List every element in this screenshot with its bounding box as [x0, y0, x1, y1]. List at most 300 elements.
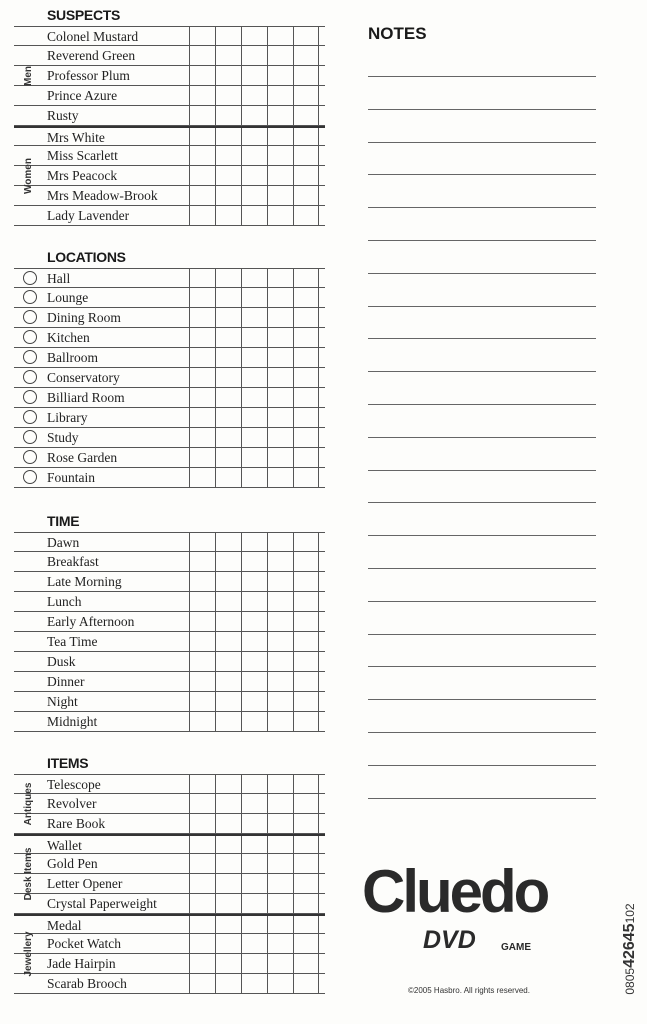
mark-cell[interactable] — [215, 269, 241, 287]
mark-cell[interactable] — [241, 572, 267, 591]
mark-cell[interactable] — [189, 794, 215, 813]
mark-cell[interactable] — [189, 146, 215, 165]
note-line[interactable] — [368, 240, 596, 241]
mark-cell[interactable] — [215, 66, 241, 85]
mark-cell[interactable] — [241, 836, 267, 853]
table-row — [14, 428, 325, 448]
mark-cell[interactable] — [293, 632, 319, 651]
note-line[interactable] — [368, 798, 596, 799]
mark-cells — [189, 652, 319, 671]
mark-cell[interactable] — [293, 974, 319, 993]
mark-cell[interactable] — [267, 27, 293, 45]
table-row — [14, 712, 325, 732]
mark-cell[interactable] — [267, 86, 293, 105]
mark-cell[interactable] — [293, 128, 319, 145]
mark-cell[interactable] — [215, 775, 241, 793]
mark-cell[interactable] — [293, 368, 319, 387]
mark-cell[interactable] — [267, 874, 293, 893]
mark-cell[interactable] — [267, 328, 293, 347]
mark-cell[interactable] — [189, 954, 215, 973]
mark-cell[interactable] — [215, 632, 241, 651]
mark-cells — [189, 775, 319, 793]
note-line[interactable] — [368, 699, 596, 700]
mark-cell[interactable] — [189, 916, 215, 933]
mark-cells — [189, 308, 319, 327]
mark-cell[interactable] — [293, 428, 319, 447]
mark-cell[interactable] — [215, 572, 241, 591]
cluedo-logo: Cluedo — [362, 858, 548, 925]
mark-cell[interactable] — [267, 46, 293, 65]
mark-cell[interactable] — [215, 652, 241, 671]
table-row — [14, 448, 325, 468]
row-label: Lady Lavender — [47, 208, 130, 223]
mark-cell[interactable] — [189, 632, 215, 651]
mark-cell[interactable] — [189, 692, 215, 711]
mark-cell[interactable] — [293, 814, 319, 833]
note-line[interactable] — [368, 470, 596, 471]
mark-cell[interactable] — [241, 66, 267, 85]
mark-cell[interactable] — [241, 632, 267, 651]
mark-cells — [189, 854, 319, 873]
mark-cell[interactable] — [215, 712, 241, 731]
mark-cell[interactable] — [215, 46, 241, 65]
row-label: Jade Hairpin — [47, 956, 116, 971]
mark-cell[interactable] — [215, 408, 241, 427]
mark-cell[interactable] — [241, 288, 267, 307]
note-line[interactable] — [368, 765, 596, 766]
mark-cell[interactable] — [293, 308, 319, 327]
mark-cell[interactable] — [189, 712, 215, 731]
checkbox-circle[interactable] — [23, 290, 37, 304]
table-row — [14, 308, 325, 328]
row-label: Scarab Brooch — [47, 976, 127, 991]
locations-table — [14, 268, 325, 488]
mark-cell[interactable] — [293, 874, 319, 893]
mark-cell[interactable] — [215, 934, 241, 953]
mark-cell[interactable] — [267, 186, 293, 205]
mark-cell[interactable] — [293, 712, 319, 731]
note-line[interactable] — [368, 174, 596, 175]
mark-cell[interactable] — [241, 128, 267, 145]
row-label: Mrs White — [47, 130, 105, 145]
mark-cell[interactable] — [189, 408, 215, 427]
mark-cell[interactable] — [189, 206, 215, 225]
mark-cell[interactable] — [241, 328, 267, 347]
mark-cell[interactable] — [215, 874, 241, 893]
mark-cells — [189, 572, 319, 591]
mark-cell[interactable] — [189, 186, 215, 205]
mark-cell[interactable] — [215, 533, 241, 551]
mark-cell[interactable] — [215, 794, 241, 813]
table-row — [14, 468, 325, 488]
mark-cell[interactable] — [267, 552, 293, 571]
mark-cell[interactable] — [241, 916, 267, 933]
note-line[interactable] — [368, 568, 596, 569]
mark-cell[interactable] — [215, 128, 241, 145]
row-label: Rusty — [47, 108, 79, 123]
note-line[interactable] — [368, 207, 596, 208]
mark-cell[interactable] — [215, 854, 241, 873]
mark-cell[interactable] — [215, 954, 241, 973]
checkbox-circle[interactable] — [23, 390, 37, 404]
mark-cell[interactable] — [293, 692, 319, 711]
mark-cell[interactable] — [241, 269, 267, 287]
mark-cell[interactable] — [189, 388, 215, 407]
row-label: Dining Room — [47, 310, 121, 325]
mark-cell[interactable] — [293, 794, 319, 813]
row-label: Revolver — [47, 796, 97, 811]
mark-cell[interactable] — [267, 106, 293, 125]
mark-cell[interactable] — [189, 348, 215, 367]
mark-cell[interactable] — [241, 712, 267, 731]
mark-cell[interactable] — [293, 894, 319, 913]
mark-cell[interactable] — [189, 328, 215, 347]
table-row — [14, 368, 325, 388]
checkbox-circle[interactable] — [23, 410, 37, 424]
mark-cell[interactable] — [215, 328, 241, 347]
mark-cell[interactable] — [267, 592, 293, 611]
mark-cell[interactable] — [215, 348, 241, 367]
mark-cell[interactable] — [241, 612, 267, 631]
mark-cell[interactable] — [267, 692, 293, 711]
mark-cell[interactable] — [267, 974, 293, 993]
mark-cell[interactable] — [189, 448, 215, 467]
mark-cell[interactable] — [241, 934, 267, 953]
mark-cells — [189, 269, 319, 287]
checkbox-circle[interactable] — [23, 450, 37, 464]
mark-cell[interactable] — [215, 166, 241, 185]
mark-cell[interactable] — [189, 86, 215, 105]
mark-cell[interactable] — [189, 854, 215, 873]
mark-cell[interactable] — [189, 775, 215, 793]
mark-cell[interactable] — [267, 954, 293, 973]
mark-cell[interactable] — [241, 27, 267, 45]
mark-cell[interactable] — [241, 186, 267, 205]
note-line[interactable] — [368, 437, 596, 438]
mark-cell[interactable] — [267, 672, 293, 691]
mark-cells — [189, 468, 319, 487]
mark-cell[interactable] — [241, 46, 267, 65]
checkbox-circle[interactable] — [23, 271, 37, 285]
mark-cell[interactable] — [189, 27, 215, 45]
mark-cell[interactable] — [241, 874, 267, 893]
mark-cell[interactable] — [293, 46, 319, 65]
mark-cells — [189, 934, 319, 953]
checkbox-circle[interactable] — [23, 330, 37, 344]
mark-cell[interactable] — [293, 106, 319, 125]
mark-cell[interactable] — [267, 128, 293, 145]
mark-cell[interactable] — [241, 814, 267, 833]
mark-cell[interactable] — [189, 308, 215, 327]
dvd-label: DVD — [423, 926, 476, 954]
mark-cell[interactable] — [267, 308, 293, 327]
mark-cell[interactable] — [267, 166, 293, 185]
mark-cell[interactable] — [241, 533, 267, 551]
mark-cell[interactable] — [241, 652, 267, 671]
note-line[interactable] — [368, 273, 596, 274]
mark-cell[interactable] — [189, 269, 215, 287]
note-line[interactable] — [368, 502, 596, 503]
checkbox-circle[interactable] — [23, 310, 37, 324]
mark-cell[interactable] — [293, 672, 319, 691]
mark-cell[interactable] — [241, 552, 267, 571]
mark-cell[interactable] — [293, 954, 319, 973]
mark-cell[interactable] — [267, 652, 293, 671]
mark-cell[interactable] — [267, 916, 293, 933]
mark-cell[interactable] — [215, 836, 241, 853]
mark-cell[interactable] — [241, 166, 267, 185]
mark-cell[interactable] — [241, 106, 267, 125]
mark-cell[interactable] — [267, 388, 293, 407]
mark-cell[interactable] — [215, 146, 241, 165]
note-line[interactable] — [368, 535, 596, 536]
mark-cell[interactable] — [189, 934, 215, 953]
mark-cell[interactable] — [215, 206, 241, 225]
table-row — [14, 66, 325, 86]
mark-cell[interactable] — [293, 146, 319, 165]
mark-cell[interactable] — [293, 408, 319, 427]
mark-cell[interactable] — [189, 288, 215, 307]
mark-cell[interactable] — [293, 269, 319, 287]
mark-cell[interactable] — [241, 592, 267, 611]
mark-cell[interactable] — [293, 836, 319, 853]
mark-cell[interactable] — [241, 146, 267, 165]
mark-cell[interactable] — [293, 572, 319, 591]
mark-cell[interactable] — [215, 916, 241, 933]
row-label: Mrs Peacock — [47, 168, 118, 183]
row-label: Breakfast — [47, 554, 99, 569]
mark-cell[interactable] — [267, 448, 293, 467]
mark-cell[interactable] — [267, 894, 293, 913]
mark-cell[interactable] — [215, 106, 241, 125]
mark-cell[interactable] — [293, 775, 319, 793]
row-label: Dusk — [47, 654, 76, 669]
mark-cell[interactable] — [293, 288, 319, 307]
mark-cell[interactable] — [293, 552, 319, 571]
mark-cell[interactable] — [189, 46, 215, 65]
mark-cell[interactable] — [267, 368, 293, 387]
note-line[interactable] — [368, 338, 596, 339]
table-row — [14, 974, 325, 994]
row-label: Rose Garden — [47, 450, 118, 465]
mark-cell[interactable] — [215, 186, 241, 205]
mark-cell[interactable] — [215, 612, 241, 631]
row-label: Pocket Watch — [47, 936, 122, 951]
mark-cell[interactable] — [293, 854, 319, 873]
mark-cell[interactable] — [293, 186, 319, 205]
time-table — [14, 532, 325, 732]
mark-cell[interactable] — [267, 775, 293, 793]
mark-cell[interactable] — [267, 468, 293, 487]
mark-cell[interactable] — [267, 146, 293, 165]
mark-cell[interactable] — [215, 468, 241, 487]
mark-cell[interactable] — [241, 408, 267, 427]
mark-cell[interactable] — [241, 388, 267, 407]
mark-cells — [189, 448, 319, 467]
mark-cell[interactable] — [241, 308, 267, 327]
mark-cell[interactable] — [267, 934, 293, 953]
mark-cell[interactable] — [215, 814, 241, 833]
mark-cell[interactable] — [293, 652, 319, 671]
mark-cell[interactable] — [215, 388, 241, 407]
row-label: Prince Azure — [47, 88, 118, 103]
mark-cell[interactable] — [241, 368, 267, 387]
table-row — [14, 774, 325, 794]
mark-cell[interactable] — [267, 572, 293, 591]
suspects-title: SUSPECTS — [47, 7, 121, 23]
mark-cell[interactable] — [293, 166, 319, 185]
note-line[interactable] — [368, 109, 596, 110]
mark-cell[interactable] — [241, 854, 267, 873]
mark-cell[interactable] — [215, 288, 241, 307]
table-row — [14, 408, 325, 428]
mark-cell[interactable] — [267, 348, 293, 367]
mark-cell[interactable] — [267, 66, 293, 85]
note-line[interactable] — [368, 404, 596, 405]
mark-cell[interactable] — [267, 632, 293, 651]
mark-cell[interactable] — [189, 974, 215, 993]
mark-cell[interactable] — [241, 692, 267, 711]
mark-cell[interactable] — [241, 428, 267, 447]
mark-cell[interactable] — [241, 974, 267, 993]
mark-cells — [189, 814, 319, 833]
checkbox-circle[interactable] — [23, 430, 37, 444]
mark-cell[interactable] — [241, 448, 267, 467]
mark-cell[interactable] — [241, 775, 267, 793]
mark-cell[interactable] — [293, 934, 319, 953]
mark-cell[interactable] — [189, 612, 215, 631]
mark-cell[interactable] — [215, 692, 241, 711]
mark-cell[interactable] — [293, 448, 319, 467]
mark-cell[interactable] — [267, 408, 293, 427]
note-line[interactable] — [368, 634, 596, 635]
checkbox-circle[interactable] — [23, 350, 37, 364]
mark-cell[interactable] — [293, 27, 319, 45]
mark-cell[interactable] — [215, 552, 241, 571]
mark-cell[interactable] — [267, 428, 293, 447]
row-label: Colonel Mustard — [47, 29, 139, 44]
note-line[interactable] — [368, 306, 596, 307]
mark-cell[interactable] — [189, 652, 215, 671]
mark-cell[interactable] — [267, 836, 293, 853]
table-row — [14, 954, 325, 974]
mark-cell[interactable] — [215, 308, 241, 327]
mark-cell[interactable] — [293, 328, 319, 347]
mark-cells — [189, 612, 319, 631]
table-row — [14, 166, 325, 186]
mark-cell[interactable] — [215, 672, 241, 691]
copyright-text: ©2005 Hasbro. All rights reserved. — [408, 986, 530, 995]
mark-cell[interactable] — [189, 468, 215, 487]
mark-cell[interactable] — [293, 916, 319, 933]
mark-cell[interactable] — [189, 572, 215, 591]
mark-cell[interactable] — [267, 794, 293, 813]
mark-cell[interactable] — [189, 166, 215, 185]
mark-cell[interactable] — [215, 592, 241, 611]
mark-cell[interactable] — [293, 612, 319, 631]
mark-cell[interactable] — [293, 388, 319, 407]
note-line[interactable] — [368, 601, 596, 602]
mark-cell[interactable] — [293, 533, 319, 551]
mark-cell[interactable] — [215, 428, 241, 447]
mark-cell[interactable] — [267, 269, 293, 287]
mark-cell[interactable] — [189, 106, 215, 125]
note-line[interactable] — [368, 732, 596, 733]
mark-cells — [189, 632, 319, 651]
row-label: Night — [47, 694, 78, 709]
mark-cell[interactable] — [267, 854, 293, 873]
mark-cell[interactable] — [293, 86, 319, 105]
mark-cell[interactable] — [189, 814, 215, 833]
mark-cells — [189, 692, 319, 711]
mark-cell[interactable] — [189, 368, 215, 387]
mark-cell[interactable] — [293, 592, 319, 611]
mark-cell[interactable] — [189, 592, 215, 611]
mark-cell[interactable] — [267, 288, 293, 307]
mark-cell[interactable] — [267, 712, 293, 731]
mark-cell[interactable] — [293, 348, 319, 367]
row-label: Wallet — [47, 838, 82, 853]
mark-cell[interactable] — [293, 66, 319, 85]
mark-cell[interactable] — [267, 206, 293, 225]
mark-cell[interactable] — [189, 66, 215, 85]
row-label: Tea Time — [47, 634, 98, 649]
mark-cell[interactable] — [189, 672, 215, 691]
mark-cell[interactable] — [189, 894, 215, 913]
mark-cell[interactable] — [267, 612, 293, 631]
mark-cell[interactable] — [215, 27, 241, 45]
mark-cell[interactable] — [189, 533, 215, 551]
time-title: TIME — [47, 513, 80, 529]
mark-cell[interactable] — [267, 533, 293, 551]
checkbox-circle[interactable] — [23, 470, 37, 484]
note-line[interactable] — [368, 666, 596, 667]
mark-cell[interactable] — [215, 368, 241, 387]
mark-cell[interactable] — [241, 794, 267, 813]
row-label: Fountain — [47, 470, 96, 485]
mark-cell[interactable] — [241, 348, 267, 367]
mark-cell[interactable] — [241, 206, 267, 225]
checkbox-circle[interactable] — [23, 370, 37, 384]
mark-cell[interactable] — [189, 128, 215, 145]
mark-cell[interactable] — [189, 874, 215, 893]
mark-cell[interactable] — [241, 954, 267, 973]
note-line[interactable] — [368, 371, 596, 372]
mark-cell[interactable] — [293, 206, 319, 225]
mark-cell[interactable] — [215, 974, 241, 993]
note-line[interactable] — [368, 142, 596, 143]
mark-cell[interactable] — [241, 86, 267, 105]
mark-cell[interactable] — [241, 894, 267, 913]
mark-cell[interactable] — [241, 468, 267, 487]
mark-cell[interactable] — [293, 468, 319, 487]
mark-cell[interactable] — [215, 894, 241, 913]
mark-cell[interactable] — [215, 86, 241, 105]
mark-cell[interactable] — [241, 672, 267, 691]
note-line[interactable] — [368, 76, 596, 77]
row-label: Telescope — [47, 777, 101, 792]
table-row — [14, 206, 325, 226]
row-label: Mrs Meadow-Brook — [47, 188, 158, 203]
table-row — [14, 894, 325, 914]
table-row — [14, 834, 325, 854]
mark-cell[interactable] — [189, 552, 215, 571]
mark-cell[interactable] — [189, 836, 215, 853]
row-label: Kitchen — [47, 330, 90, 345]
mark-cell[interactable] — [215, 448, 241, 467]
mark-cell[interactable] — [189, 428, 215, 447]
mark-cell[interactable] — [267, 814, 293, 833]
